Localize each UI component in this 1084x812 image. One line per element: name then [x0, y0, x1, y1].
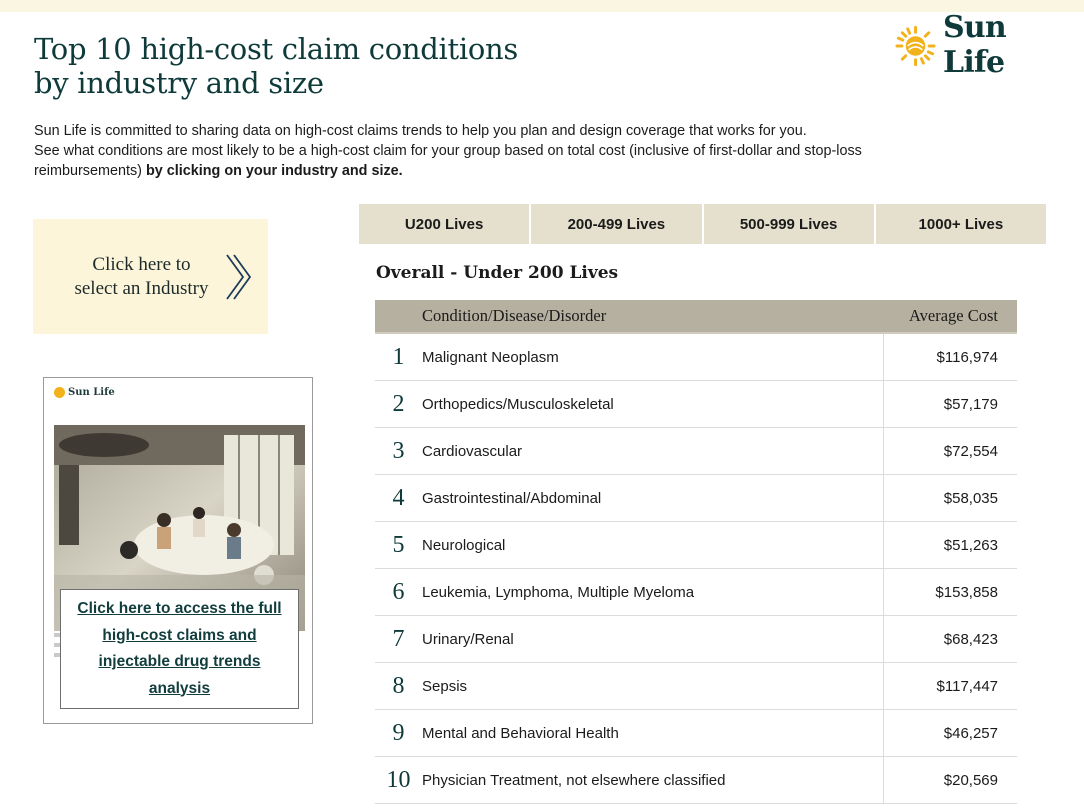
row-rank: 6: [392, 578, 405, 605]
table-body: [375, 334, 1017, 804]
intro-line2-text: See what conditions are most likely to be a high-cost claim for your group based on total cost (inclusive of first-dollar and stop-loss reimbursements): [34, 143, 862, 179]
tab-200-499-lives[interactable]: 200-499 Lives: [531, 204, 703, 244]
page-title-line2: by industry and size: [34, 66, 324, 100]
page-title-line1: Top 10 high-cost claim conditions: [34, 32, 518, 66]
table-heading: Overall - Under 200 Lives: [376, 263, 619, 283]
intro-text: [34, 121, 964, 181]
row-condition: Mental and Behavioral Health: [422, 724, 619, 742]
full-report-link-box[interactable]: [60, 589, 299, 709]
table-header-row: [375, 300, 1017, 334]
row-cost: $116,974: [883, 334, 1017, 380]
row-condition: Urinary/Renal: [422, 630, 514, 648]
tab-500-999-lives[interactable]: 500-999 Lives: [704, 204, 876, 244]
row-rank: 4: [392, 484, 405, 511]
row-condition: Neurological: [422, 536, 506, 554]
row-rank: 2: [392, 390, 405, 417]
column-header-cost: Average Cost: [908, 306, 998, 325]
double-chevron-right-icon: [223, 251, 251, 303]
table-row: [375, 710, 1017, 757]
full-report-link[interactable]: Click here to access the full high-cost claims and injectable drug trends analysis: [77, 600, 282, 697]
table-row: [375, 757, 1017, 804]
row-cost: $51,263: [883, 522, 1017, 568]
select-industry-line2: select an Industry: [74, 277, 209, 299]
row-cost: $117,447: [883, 663, 1017, 709]
select-industry-line1: Click here to: [92, 253, 191, 275]
table-row: [375, 428, 1017, 475]
size-tabs: [359, 204, 1046, 244]
row-cost: $20,569: [883, 757, 1017, 803]
select-industry-button[interactable]: [33, 219, 268, 334]
mini-logo: [54, 387, 115, 398]
tab-1000-plus-lives[interactable]: 1000+ Lives: [876, 204, 1046, 244]
table-row: [375, 616, 1017, 663]
mini-sun-icon: [54, 387, 65, 398]
page-title: [34, 32, 594, 100]
table-row: [375, 569, 1017, 616]
sun-logo-icon: [894, 23, 937, 67]
report-thumbnail-card[interactable]: [43, 377, 313, 724]
row-cost: $153,858: [883, 569, 1017, 615]
row-cost: $72,554: [883, 428, 1017, 474]
row-cost: $58,035: [883, 475, 1017, 521]
row-condition: Orthopedics/Musculoskeletal: [422, 395, 614, 413]
conditions-table: [375, 300, 1017, 804]
row-rank: 8: [392, 672, 405, 699]
row-rank: 5: [392, 531, 405, 558]
row-condition: Physician Treatment, not elsewhere classified: [422, 771, 726, 789]
mini-logo-text: Sun Life: [68, 387, 115, 398]
table-row: [375, 334, 1017, 381]
table-row: [375, 522, 1017, 569]
select-industry-label: [62, 253, 222, 301]
row-cost: $68,423: [883, 616, 1017, 662]
row-cost: $57,179: [883, 381, 1017, 427]
row-rank: 1: [392, 343, 405, 370]
row-rank: 3: [392, 437, 405, 464]
column-header-condition: Condition/Disease/Disorder: [422, 306, 607, 325]
intro-line2: [34, 141, 964, 181]
row-condition: Leukemia, Lymphoma, Multiple Myeloma: [422, 583, 695, 601]
intro-bold: by clicking on your industry and size.: [145, 163, 403, 179]
row-condition: Malignant Neoplasm: [422, 348, 559, 366]
row-rank: 7: [392, 625, 405, 652]
intro-line1: Sun Life is committed to sharing data on high-cost claims trends to help you plan and design coverage that works for you.: [34, 123, 807, 139]
top-banner-strip: [0, 0, 1084, 12]
row-rank: 9: [392, 719, 405, 746]
table-row: [375, 663, 1017, 710]
table-row: [375, 381, 1017, 428]
sun-life-logo: [894, 10, 1074, 80]
row-condition: Sepsis: [422, 677, 468, 695]
row-rank: 10: [386, 766, 411, 793]
logo-text: Sun Life: [943, 10, 1006, 80]
tab-u200-lives[interactable]: U200 Lives: [359, 204, 531, 244]
row-condition: Cardiovascular: [422, 442, 523, 460]
row-condition: Gastrointestinal/Abdominal: [422, 489, 602, 507]
table-row: [375, 475, 1017, 522]
row-cost: $46,257: [883, 710, 1017, 756]
